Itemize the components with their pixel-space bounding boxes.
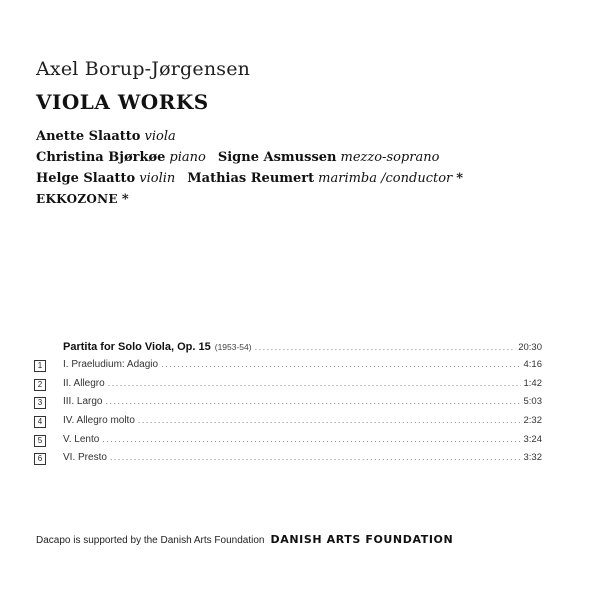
- performer-line: [36, 126, 463, 147]
- performer-line: [36, 189, 463, 210]
- work-title: Partita for Solo Viola, Op. 15: [63, 341, 211, 353]
- performer-name: Anette Slaatto: [36, 129, 141, 144]
- performer-name: Signe Asmussen: [217, 150, 337, 165]
- track-duration: 4:16: [523, 359, 542, 370]
- performers-credits: [36, 126, 463, 210]
- dot-leader: [108, 378, 521, 388]
- track-number: 1: [34, 360, 46, 372]
- performer-role: piano: [169, 150, 206, 165]
- track-number: 2: [34, 379, 46, 391]
- track-row: [34, 378, 542, 397]
- asterisk-marker: *: [456, 171, 464, 186]
- performer-name: Mathias Reumert: [187, 171, 315, 186]
- composer-name: Axel Borup-Jørgensen: [36, 58, 251, 80]
- track-title: II. Allegro: [63, 377, 105, 389]
- track-row: [34, 452, 542, 471]
- track-number: 4: [34, 416, 46, 428]
- track-title: IV. Allegro molto: [63, 415, 135, 427]
- track-duration: 1:42: [523, 377, 542, 389]
- track-title: V. Lento: [63, 433, 100, 445]
- album-title: VIOLA WORKS: [36, 90, 209, 114]
- performer-role: marimba /conductor: [318, 171, 453, 186]
- performer-role: viola: [144, 129, 176, 144]
- performer-role: violin: [139, 171, 176, 186]
- track-row: [34, 359, 542, 378]
- performer-role: mezzo-soprano: [340, 150, 440, 165]
- dot-leader: [102, 434, 520, 444]
- dot-leader: [110, 452, 521, 462]
- track-duration: 5:03: [523, 396, 542, 408]
- track-row: [34, 396, 542, 415]
- work-years: (1953-54): [214, 342, 252, 352]
- support-text: Dacapo is supported by the Danish Arts Foundation: [36, 535, 265, 546]
- track-title: I. Praeludium: Adagio: [63, 359, 159, 370]
- track-number: 6: [34, 453, 46, 465]
- work-heading: [63, 341, 542, 359]
- performer-name: Helge Slaatto: [36, 171, 136, 186]
- performer-line: [36, 168, 463, 189]
- performer-line: [36, 147, 463, 168]
- track-duration: 3:24: [523, 433, 542, 445]
- dot-leader: [161, 359, 520, 369]
- ensemble-name: EKKOZONE: [36, 192, 118, 206]
- track-duration: 3:32: [523, 452, 542, 464]
- asterisk-marker: *: [121, 192, 129, 207]
- danish-arts-foundation-logo: DANISH ARTS FOUNDATION: [270, 533, 454, 546]
- work-duration: 20:30: [518, 342, 542, 353]
- track-number: 5: [34, 435, 46, 447]
- dot-leader: [138, 415, 521, 425]
- dot-leader: [105, 396, 520, 406]
- track-title: VI. Presto: [63, 452, 107, 464]
- track-row: [34, 415, 542, 434]
- track-number: 3: [34, 397, 46, 409]
- track-row: [34, 434, 542, 453]
- track-duration: 2:32: [523, 415, 542, 427]
- performer-name: Christina Bjørkøe: [36, 150, 166, 165]
- footer: [36, 533, 453, 546]
- dot-leader: [255, 342, 516, 352]
- track-title: III. Largo: [63, 396, 103, 408]
- track-list: [34, 341, 542, 471]
